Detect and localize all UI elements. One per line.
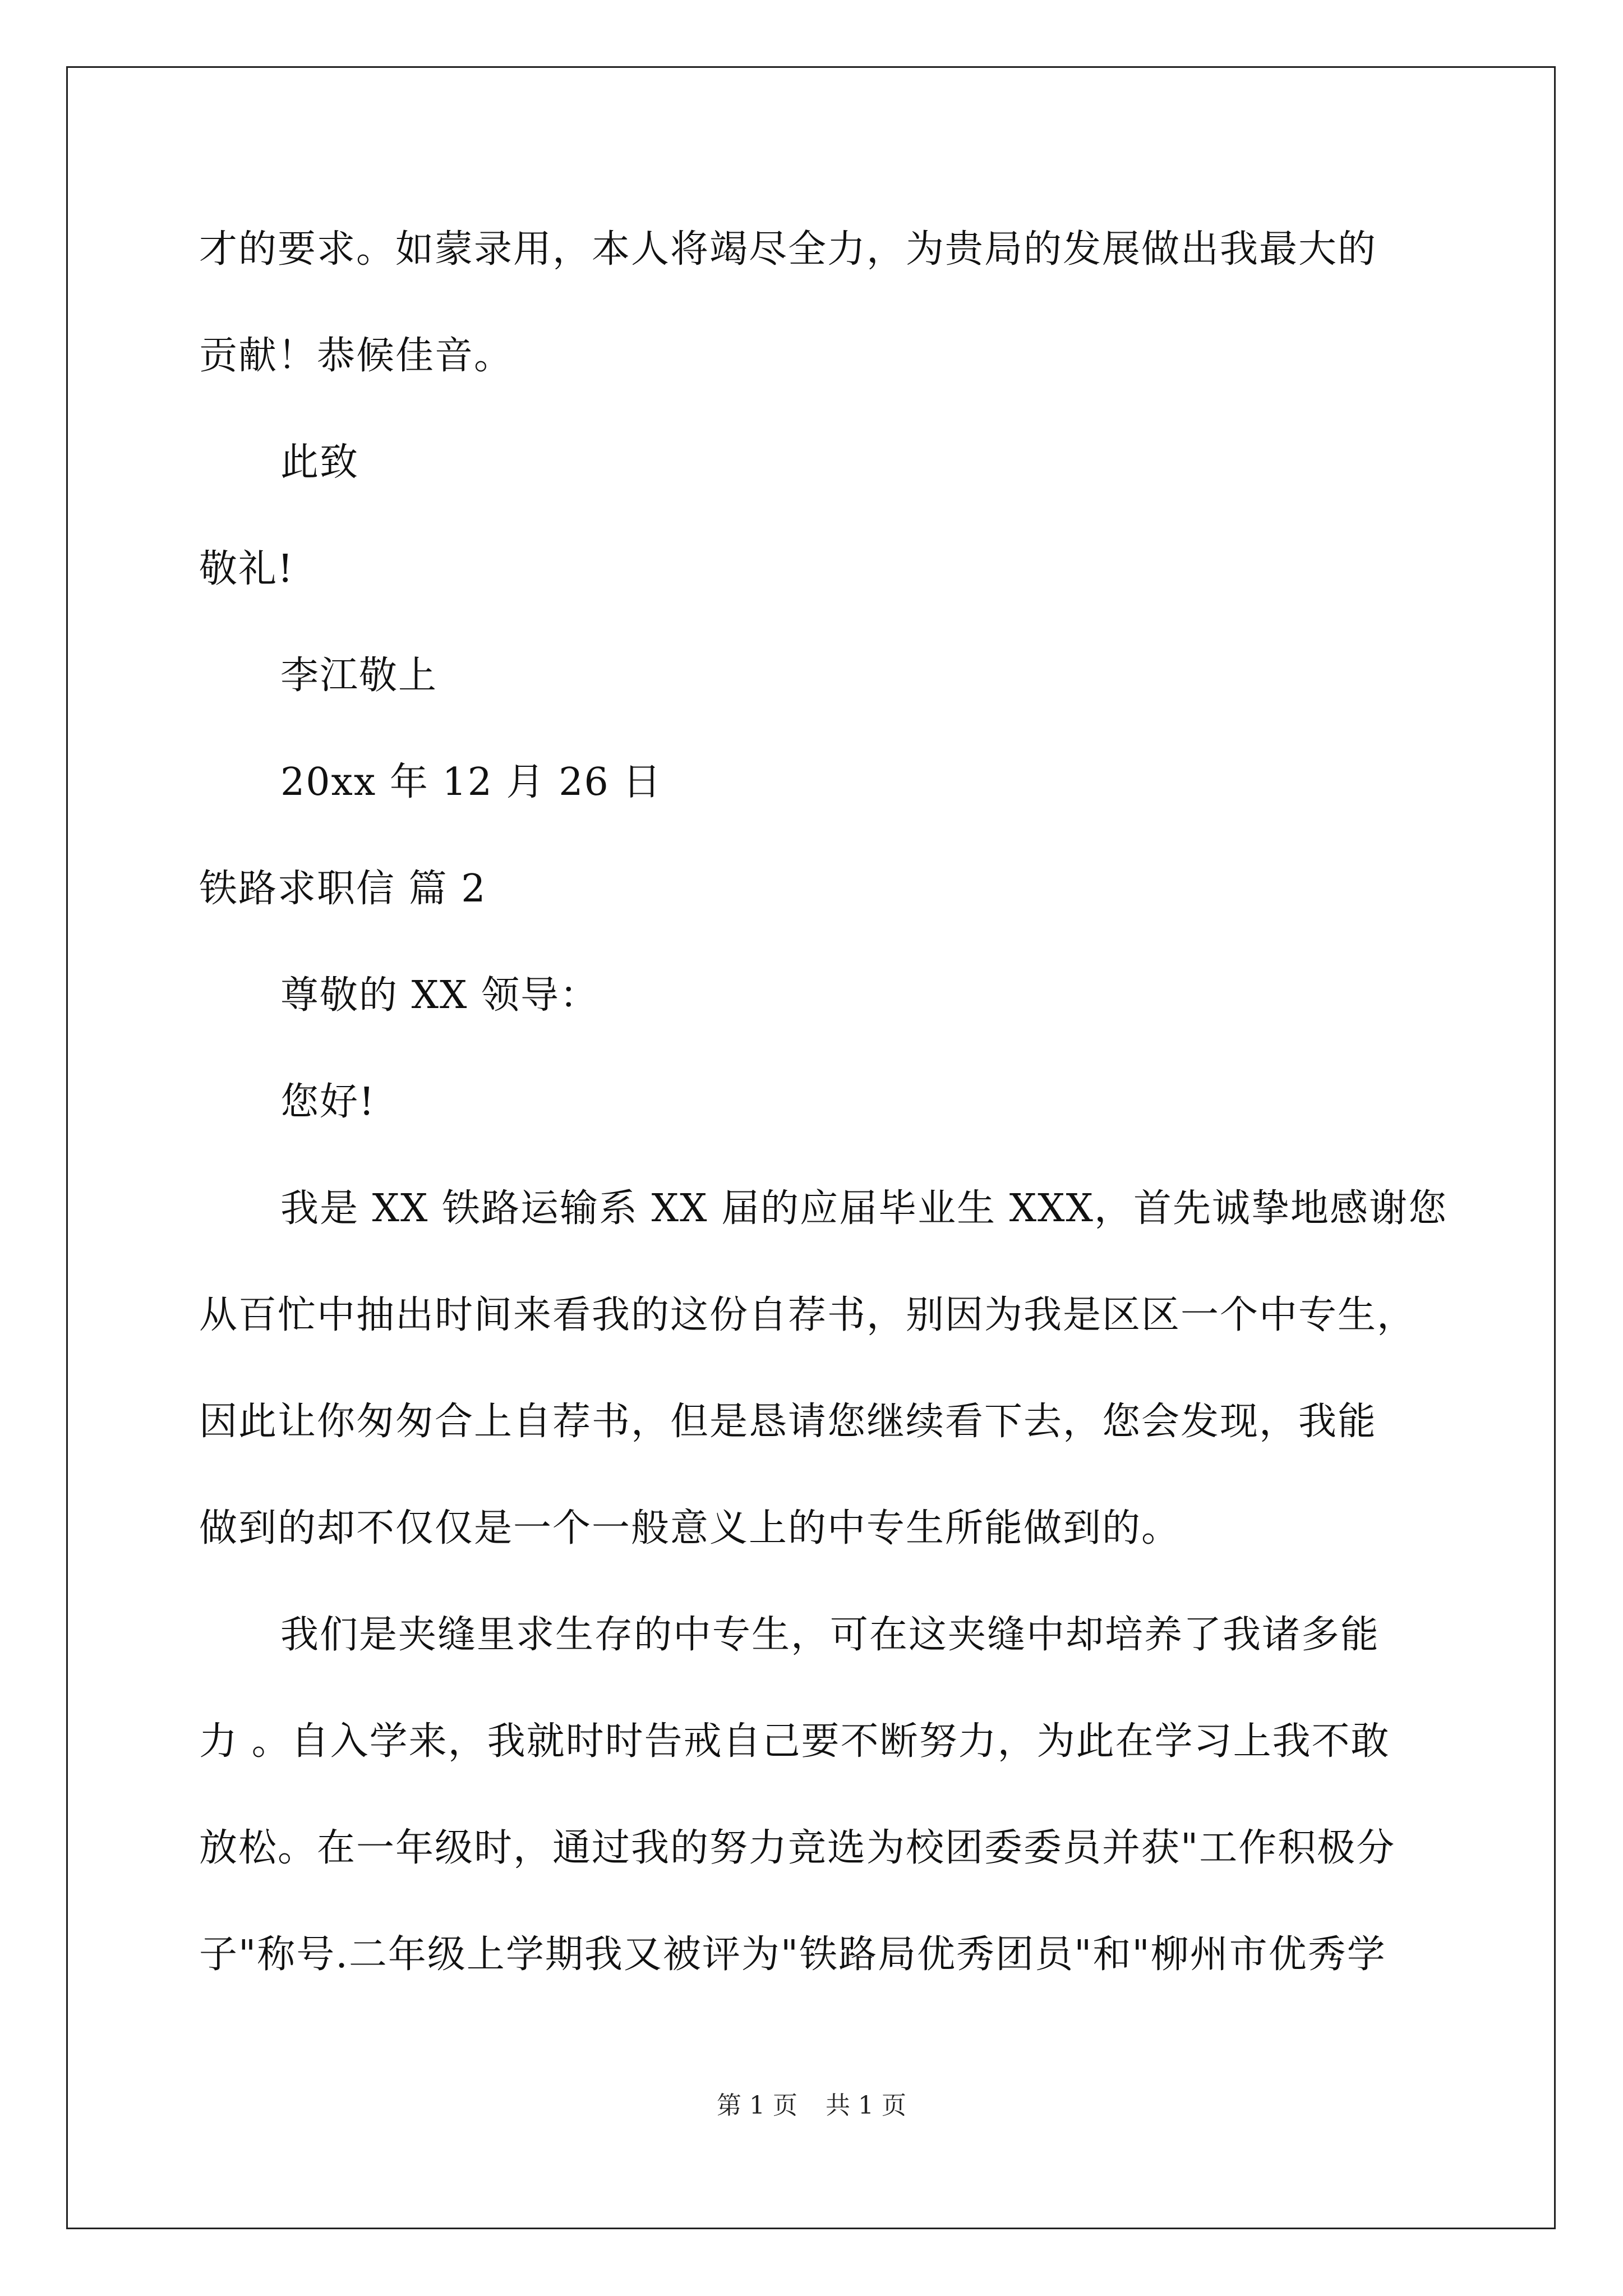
body-text-line: 子"称号.二年级上学期我又被评为"铁路局优秀团员"和"柳州市优秀学 [199, 1932, 1386, 1977]
body-text-line: 力 。自入学来，我就时时告戒自己要不断努力，为此在学习上我不敢 [199, 1719, 1390, 1764]
body-text-line: 从百忙中抽出时间来看我的这份自荐书，别因为我是区区一个中专生， [199, 1293, 1417, 1337]
section-heading: 铁路求职信 篇 2 [199, 867, 487, 911]
greeting-hello: 您好! [280, 1080, 376, 1124]
page-number: 第 1 页 [717, 2091, 797, 2120]
page-total: 共 1 页 [826, 2091, 906, 2120]
page-footer [0, 2089, 1623, 2123]
body-text-line: 放松。在一年级时，通过我的努力竞选为校团委委员并获"工作积极分 [199, 1826, 1396, 1870]
body-text-line: 我是 XX 铁路运输系 XX 届的应届毕业生 XXX，首先诚挚地感谢您 [280, 1186, 1447, 1231]
page-border [66, 66, 1556, 2229]
body-text-line: 因此让你匆匆合上自荐书，但是恳请您继续看下去，您会发现，我能 [199, 1400, 1377, 1444]
body-text-line: 贡献！恭候佳音。 [199, 334, 514, 378]
closing-regards: 敬礼! [199, 547, 294, 591]
body-text-line: 做到的却不仅仅是一个一般意义上的中专生所能做到的。 [199, 1506, 1181, 1550]
letter-date: 20xx 年 12 月 26 日 [280, 760, 662, 804]
body-text-line: 我们是夹缝里求生存的中专生，可在这夹缝中却培养了我诸多能 [280, 1613, 1380, 1657]
greeting: 尊敬的 XX 领导： [280, 973, 600, 1018]
signature-name: 李江敬上 [280, 654, 438, 698]
body-text-line: 才的要求。如蒙录用，本人将竭尽全力，为贵局的发展做出我最大的 [199, 227, 1377, 272]
closing-salutation: 此致 [280, 440, 359, 485]
